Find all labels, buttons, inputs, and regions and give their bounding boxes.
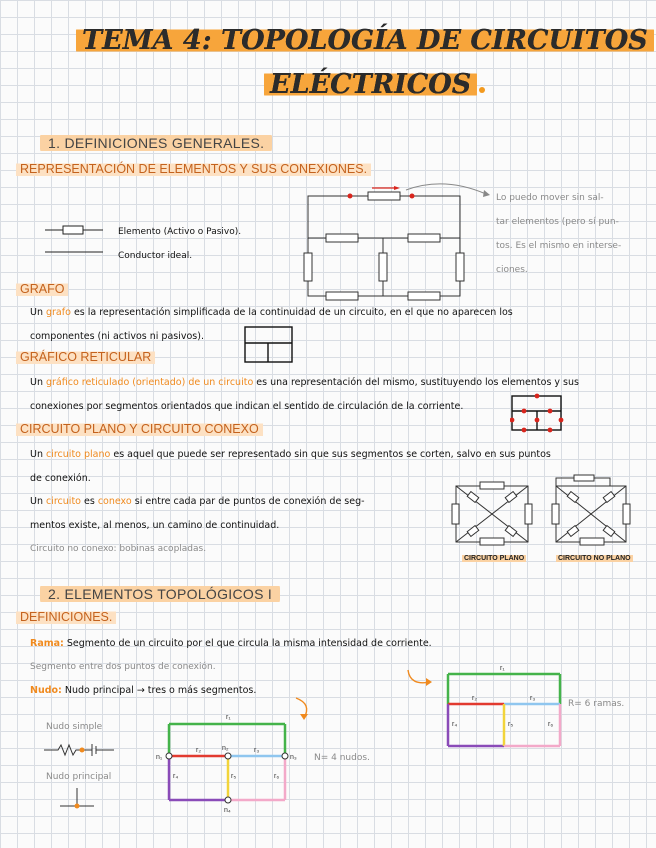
label-r5-b: r₅ bbox=[508, 721, 514, 728]
reticular-label: GRÁFICO RETICULAR bbox=[16, 348, 155, 366]
legend-element-text: Elemento (Activo o Pasivo). bbox=[118, 227, 242, 237]
label-r2-b: r₂ bbox=[472, 695, 478, 702]
label-r1: r₁ bbox=[226, 714, 231, 721]
rama-keyword: Rama: bbox=[30, 638, 64, 649]
plano-label: CIRCUITO PLANO Y CIRCUITO CONEXO bbox=[16, 420, 263, 438]
label-n3: n₃ bbox=[290, 754, 297, 761]
label-r5: r₅ bbox=[231, 773, 237, 780]
definiciones-label: DEFINICIONES. bbox=[16, 608, 116, 626]
caption-no-plano: CIRCUITO NO PLANO bbox=[558, 555, 631, 562]
grafo-text-post: es la representación simplificada de la continuidad de un circuito, en el que no aparecen los bbox=[70, 307, 513, 318]
note-line-1: Lo puedo mover sin sal- bbox=[496, 193, 604, 203]
nudo-simple-label: Nudo simple bbox=[46, 722, 103, 732]
conexo-keyword-2: conexo bbox=[97, 496, 132, 507]
no-conexo-note: Circuito no conexo: bobinas acopladas. bbox=[30, 544, 207, 554]
rama-note: Segmento entre dos puntos de conexión. bbox=[30, 662, 216, 672]
label-r6: r₆ bbox=[274, 773, 280, 780]
page-title bbox=[70, 26, 656, 56]
conexo-text-post: si entre cada par de puntos de conexión de seg- bbox=[131, 496, 365, 507]
grafo-line-2: componentes (ni activos ni pasivos). bbox=[30, 331, 204, 342]
note-line-2: tar elementos (pero sí pun- bbox=[496, 217, 619, 227]
legend-conductor-text: Conductor ideal. bbox=[118, 251, 193, 261]
plano-line-2: de conexión. bbox=[30, 473, 91, 484]
reticular-diagram bbox=[510, 393, 564, 433]
conexo-text-pre: Un bbox=[30, 496, 46, 507]
note-line-4: ciones. bbox=[496, 265, 528, 275]
conexo-line-1 bbox=[30, 490, 365, 514]
label-r4: r₄ bbox=[173, 773, 179, 780]
ramas-diagram bbox=[442, 664, 570, 754]
grafo-line-1 bbox=[30, 301, 513, 325]
label-r4-b: r₄ bbox=[452, 721, 458, 728]
n-nudos-text: N= 4 nudos. bbox=[314, 753, 370, 763]
reticular-text-pre: Un bbox=[30, 377, 46, 388]
reticular-line-2: conexiones por segmentos orientados que indican el sentido de circulación de la corriente. bbox=[30, 401, 464, 412]
section-2-heading: 2. ELEMENTOS TOPOLÓGICOS I bbox=[40, 584, 280, 604]
label-r1-b: r₁ bbox=[500, 665, 505, 672]
circuito-no-plano-diagram bbox=[550, 474, 632, 556]
nudos-diagram bbox=[152, 710, 308, 818]
rama-line bbox=[30, 632, 432, 656]
grafo-text-pre: Un bbox=[30, 307, 46, 318]
reticular-line-1 bbox=[30, 371, 579, 395]
conexo-text-mid: es bbox=[80, 496, 98, 507]
curved-arrow-2 bbox=[404, 666, 434, 692]
grafo-diagram bbox=[244, 326, 294, 364]
plano-text-pre: Un bbox=[30, 449, 46, 460]
plano-text-post: es aquel que puede ser representado sin que sus segmentos se corten, salvo en sus puntos bbox=[110, 449, 551, 460]
title-line-2: ELÉCTRICOS bbox=[264, 69, 477, 100]
label-n4: n₄ bbox=[224, 807, 231, 814]
grafo-keyword: grafo bbox=[46, 307, 71, 318]
repr-subheading: REPRESENTACIÓN DE ELEMENTOS Y SUS CONEXIONES. bbox=[16, 160, 371, 178]
nudo-principal-symbol bbox=[60, 788, 94, 818]
legend-symbols bbox=[45, 222, 105, 258]
note-line-3: tos. Es el mismo en interse- bbox=[496, 241, 622, 251]
nudo-line bbox=[30, 679, 256, 703]
reticular-keyword: gráfico reticulado (orientado) de un circuito bbox=[46, 377, 254, 388]
caption-plano: CIRCUITO PLANO bbox=[464, 555, 525, 562]
circuito-plano-diagram bbox=[450, 480, 536, 556]
note-arrow bbox=[404, 180, 494, 210]
reticular-text-post: es una representación del mismo, sustituyendo los elementos y sus bbox=[253, 377, 579, 388]
grafo-label: GRAFO bbox=[16, 280, 68, 298]
conexo-keyword-1: circuito bbox=[46, 496, 81, 507]
label-r2: r₂ bbox=[196, 747, 202, 754]
nudo-definition: Nudo principal → tres o más segmentos. bbox=[61, 685, 257, 696]
r-ramas-text: R= 6 ramas. bbox=[568, 699, 625, 709]
section-1-heading: 1. DEFINICIONES GENERALES. bbox=[40, 133, 272, 153]
title-line-1: TEMA 4: TOPOLOGÍA DE CIRCUITOS bbox=[76, 25, 654, 56]
title-dot bbox=[479, 87, 485, 93]
label-r3: r₃ bbox=[254, 747, 260, 754]
label-n2: n₂ bbox=[222, 745, 229, 752]
label-r3-b: r₃ bbox=[530, 695, 536, 702]
page-title-line-2 bbox=[258, 70, 491, 100]
nudo-principal-label: Nudo principal bbox=[46, 772, 112, 782]
plano-line-1 bbox=[30, 443, 551, 467]
nudo-simple-symbol bbox=[44, 740, 116, 760]
label-r6-b: r₆ bbox=[548, 721, 554, 728]
label-n1: n₁ bbox=[156, 754, 163, 761]
rama-definition: Segmento de un circuito por el que circula la misma intensidad de corriente. bbox=[63, 638, 432, 649]
conexo-line-2: mentos existe, al menos, un camino de continuidad. bbox=[30, 520, 280, 531]
nudo-keyword: Nudo: bbox=[30, 685, 62, 696]
plano-keyword: circuito plano bbox=[46, 449, 111, 460]
